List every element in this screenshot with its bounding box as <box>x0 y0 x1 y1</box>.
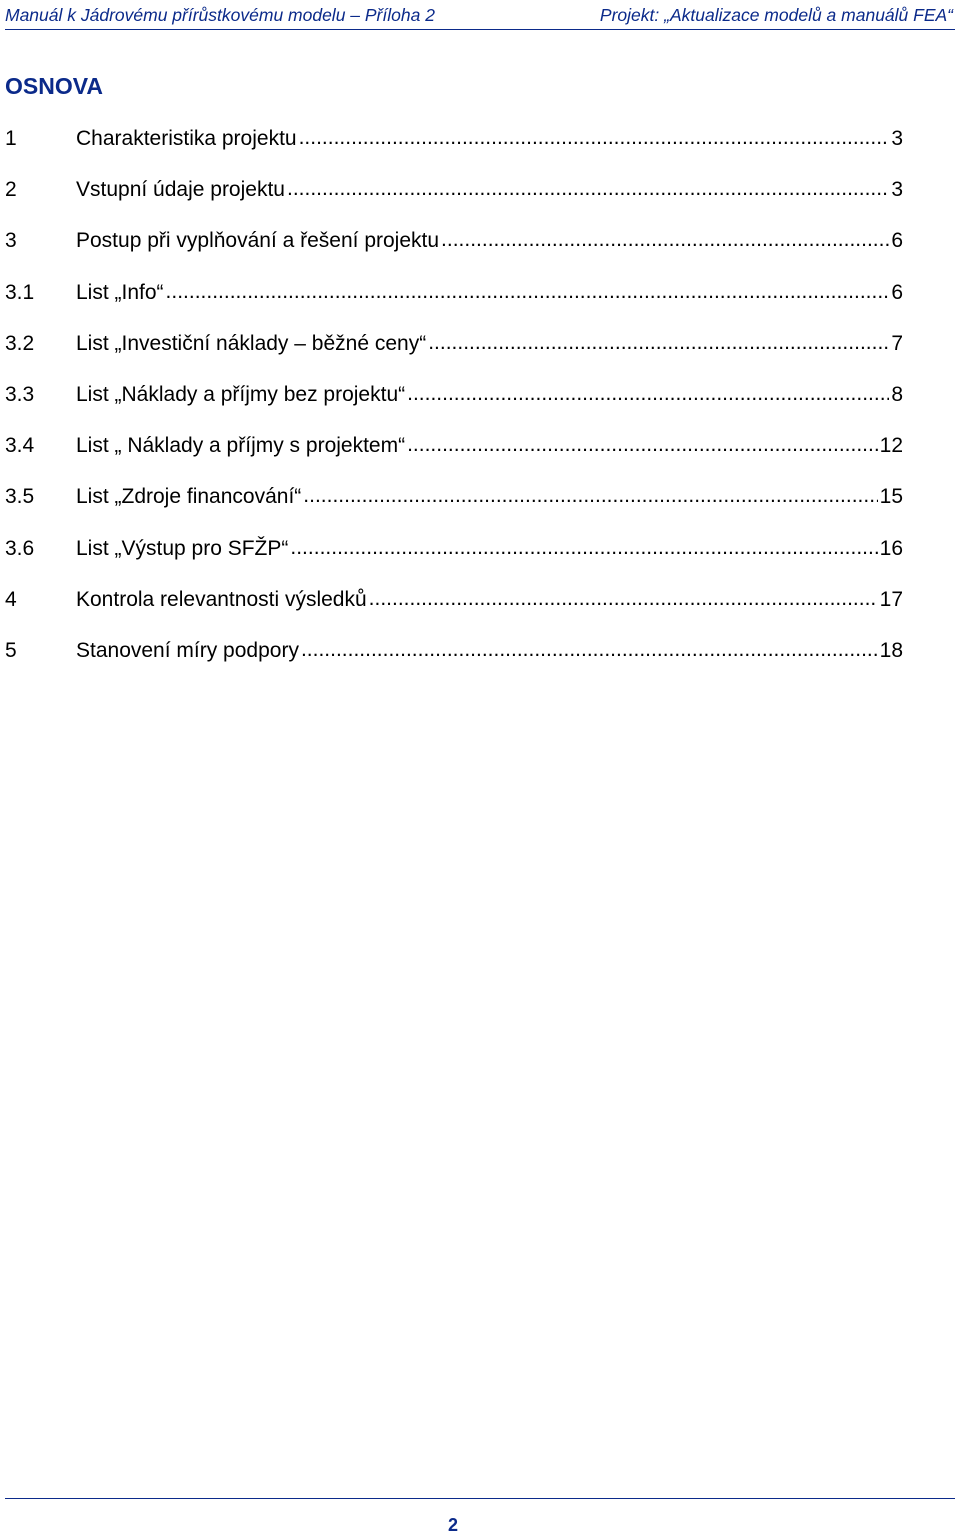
toc-entry[interactable] <box>5 531 903 582</box>
toc-entry[interactable] <box>5 428 903 479</box>
toc-dot-leader <box>166 274 890 310</box>
page-header <box>5 2 955 30</box>
toc-entry-number: 4 <box>5 587 17 611</box>
page-number: 2 <box>448 1515 459 1535</box>
toc-entry-page: 3 <box>891 178 903 202</box>
toc-entry-number: 2 <box>5 178 17 202</box>
toc-entry-title: Stanovení míry podpory <box>76 638 299 662</box>
toc-entry-page: 18 <box>879 638 903 662</box>
toc-dot-leader <box>407 376 889 412</box>
toc-title: OSNOVA <box>5 73 103 99</box>
toc-entry[interactable] <box>5 172 903 223</box>
toc-entry-title: List „Zdroje financování“ <box>76 485 302 509</box>
toc-entry-number: 3 <box>5 229 17 253</box>
toc-dot-leader <box>287 171 889 207</box>
toc-entry-number: 3.6 <box>5 536 35 560</box>
toc-entry-page: 17 <box>879 587 903 611</box>
toc-entry-title: List „Investiční náklady – běžné ceny“ <box>76 331 427 355</box>
toc-entry-title: Postup při vyplňování a řešení projektu <box>76 229 440 253</box>
toc-entry-number: 3.1 <box>5 280 35 304</box>
toc-entry-title: Charakteristika projektu <box>76 127 297 150</box>
toc-entry-title: List „Náklady a příjmy bez projektu“ <box>76 382 406 406</box>
toc-entry-page: 6 <box>891 280 903 304</box>
toc-dot-leader <box>441 222 889 258</box>
toc-dot-leader <box>369 581 878 617</box>
toc-dot-leader <box>407 427 878 463</box>
toc-entry-number: 3.2 <box>5 331 35 355</box>
toc-entry-number: 5 <box>5 638 17 662</box>
toc-entry[interactable] <box>5 582 903 633</box>
toc-entry-page: 6 <box>891 229 903 253</box>
toc-entry-page: 7 <box>891 331 903 355</box>
toc-entry-number: 3.3 <box>5 382 35 406</box>
header-project-title: Projekt: „Aktualizace modelů a manuálů FEA“ <box>599 5 953 25</box>
toc-entry-title: List „ Náklady a příjmy s projektem“ <box>76 434 406 458</box>
toc-dot-leader <box>428 325 889 361</box>
toc-entry-page: 3 <box>891 127 903 150</box>
toc-entry-number: 3.5 <box>5 485 35 509</box>
toc-dot-leader <box>301 632 878 668</box>
toc-entry-page: 8 <box>891 382 903 406</box>
table-of-contents <box>5 121 903 684</box>
toc-entry-title: Kontrola relevantnosti výsledků <box>76 587 367 611</box>
toc-entry[interactable] <box>5 377 903 428</box>
toc-dot-leader <box>303 478 877 514</box>
footer-divider <box>5 1498 955 1499</box>
header-document-title: Manuál k Jádrovému přírůstkovému modelu – Příloha 2 <box>5 5 435 25</box>
toc-entry-title: List „Výstup pro SFŽP“ <box>76 536 289 560</box>
toc-entry[interactable] <box>5 223 903 274</box>
toc-entry[interactable] <box>5 326 903 377</box>
toc-entry[interactable] <box>5 275 903 326</box>
toc-entry[interactable] <box>5 633 903 684</box>
toc-entry[interactable] <box>5 479 903 530</box>
toc-entry-title: Vstupní údaje projektu <box>76 178 285 202</box>
toc-entry-title: List „Info“ <box>76 280 164 304</box>
toc-dot-leader <box>290 530 877 566</box>
toc-entry-page: 12 <box>879 434 903 458</box>
toc-entry-number: 1 <box>5 127 17 150</box>
toc-entry[interactable] <box>5 121 903 172</box>
toc-entry-page: 15 <box>879 485 903 509</box>
toc-dot-leader <box>299 120 890 156</box>
toc-entry-page: 16 <box>879 536 903 560</box>
toc-entry-number: 3.4 <box>5 434 35 458</box>
